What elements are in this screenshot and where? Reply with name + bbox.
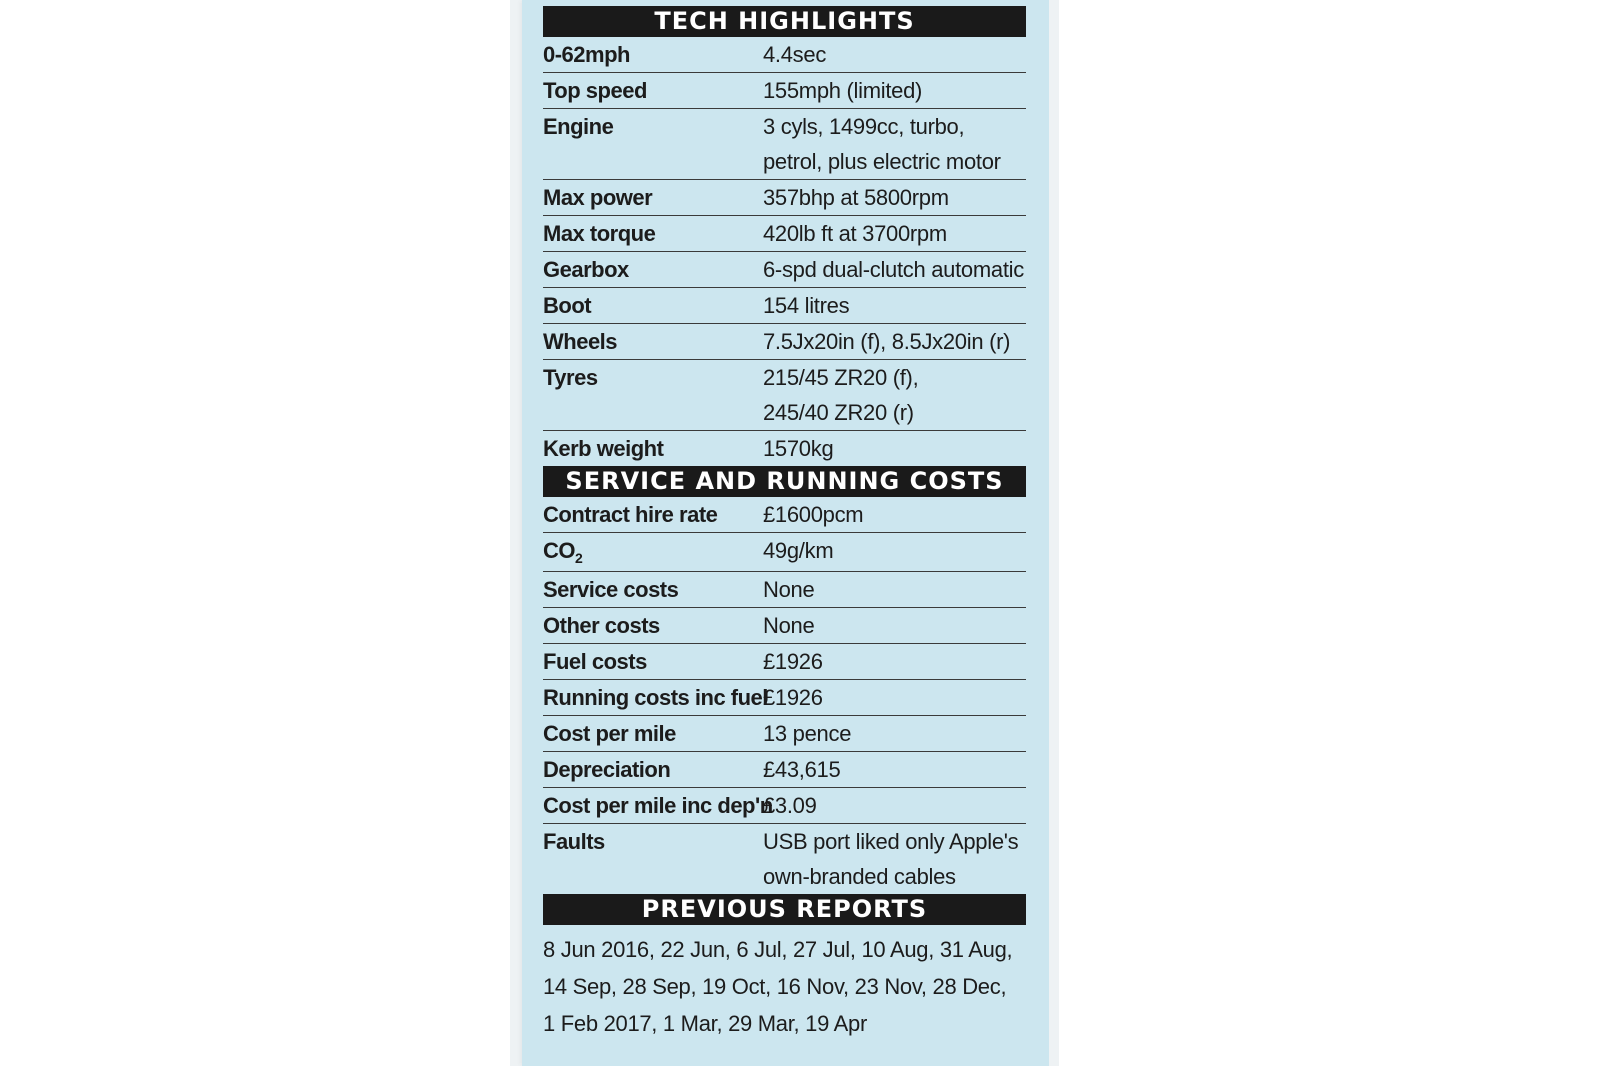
tech-highlight-label <box>543 37 763 72</box>
service-cost-value <box>763 533 1026 571</box>
tech-highlight-value-line: 154 litres <box>763 293 850 318</box>
service-cost-value-line: £1600pcm <box>763 502 864 527</box>
service-cost-label-text: Faults <box>543 829 605 854</box>
tech-highlight-label <box>543 180 763 215</box>
tech-highlight-label <box>543 360 763 430</box>
service-cost-value <box>763 824 1026 894</box>
tech-highlights-table <box>543 37 1026 466</box>
service-cost-label-text: Depreciation <box>543 757 671 782</box>
previous-report-line: 1 Feb 2017, 1 Mar, 29 Mar, 19 Apr <box>543 1011 867 1036</box>
service-cost-value-line: own-branded cables <box>763 864 956 889</box>
tech-highlight-value <box>763 324 1026 359</box>
tech-highlight-value-line: 357bhp at 5800rpm <box>763 185 949 210</box>
service-cost-label <box>543 572 763 607</box>
tech-highlight-label <box>543 216 763 251</box>
tech-highlight-row <box>543 180 1026 216</box>
tech-highlight-value-line: 4.4sec <box>763 42 827 67</box>
tech-highlight-value <box>763 180 1026 215</box>
tech-highlight-label-text: Top speed <box>543 78 647 103</box>
service-cost-value <box>763 608 1026 643</box>
service-cost-label-text: Contract hire rate <box>543 502 718 527</box>
tech-highlight-row <box>543 216 1026 252</box>
service-cost-label-text: Service costs <box>543 577 679 602</box>
service-cost-label <box>543 497 763 532</box>
tech-highlight-row <box>543 360 1026 431</box>
spec-content <box>543 6 1026 1042</box>
service-cost-value-line: 13 pence <box>763 721 852 746</box>
service-cost-row <box>543 824 1026 894</box>
service-cost-value <box>763 644 1026 679</box>
service-cost-label <box>543 788 773 823</box>
tech-highlight-value <box>763 360 1026 430</box>
tech-highlight-value-line: 155mph (limited) <box>763 78 923 103</box>
service-cost-value <box>763 497 1026 532</box>
service-cost-label-text: Running costs inc fuel <box>543 685 768 710</box>
service-cost-row <box>543 716 1026 752</box>
service-cost-label <box>543 608 763 643</box>
tech-highlight-value-line: 245/40 ZR20 (r) <box>763 400 914 425</box>
tech-highlight-label-text: 0-62mph <box>543 42 630 67</box>
service-cost-label <box>543 752 763 787</box>
panel-left-edge <box>510 0 522 1066</box>
tech-highlight-value <box>763 73 1026 108</box>
tech-highlight-value <box>763 216 1026 251</box>
service-cost-value-line: None <box>763 577 815 602</box>
previous-report-line: 14 Sep, 28 Sep, 19 Oct, 16 Nov, 23 Nov, 28 Dec, <box>543 974 1007 999</box>
service-cost-value-line: £1926 <box>763 649 823 674</box>
tech-highlight-value <box>763 288 1026 323</box>
service-cost-row <box>543 533 1026 572</box>
service-cost-label <box>543 824 763 894</box>
service-cost-label <box>543 680 768 715</box>
tech-highlight-row <box>543 252 1026 288</box>
panel-right-edge <box>1049 0 1059 1066</box>
tech-highlights-header: TECH HIGHLIGHTS <box>543 6 1026 37</box>
service-cost-label-text: Other costs <box>543 613 660 638</box>
tech-highlight-label <box>543 431 763 466</box>
tech-highlight-row <box>543 324 1026 360</box>
service-cost-value-line: £1926 <box>763 685 823 710</box>
tech-highlight-value-line: 3 cyls, 1499cc, turbo, <box>763 114 965 139</box>
tech-highlight-label-text: Max power <box>543 185 653 210</box>
service-cost-value <box>763 788 1026 823</box>
tech-highlight-label-text: Boot <box>543 293 592 318</box>
service-cost-row <box>543 497 1026 533</box>
service-cost-value-line: 49g/km <box>763 538 834 563</box>
tech-highlight-value <box>763 431 1026 466</box>
tech-highlight-label-text: Kerb weight <box>543 436 664 461</box>
service-cost-label <box>543 644 763 679</box>
previous-reports-list <box>543 931 1026 1042</box>
service-cost-row <box>543 680 1026 716</box>
tech-highlight-label <box>543 324 763 359</box>
service-cost-row <box>543 572 1026 608</box>
tech-highlight-row <box>543 431 1026 466</box>
service-cost-label-text: CO <box>543 538 575 563</box>
tech-highlight-value <box>763 109 1026 179</box>
tech-highlight-label-text: Gearbox <box>543 257 629 282</box>
service-cost-value <box>763 716 1026 751</box>
tech-highlight-value <box>763 37 1026 72</box>
service-cost-label-subscript: 2 <box>575 550 583 566</box>
tech-highlight-row <box>543 73 1026 109</box>
tech-highlight-value-line: 420lb ft at 3700rpm <box>763 221 947 246</box>
previous-report-line: 8 Jun 2016, 22 Jun, 6 Jul, 27 Jul, 10 Aug, 31 Aug, <box>543 937 1013 962</box>
service-cost-value-line: None <box>763 613 815 638</box>
tech-highlight-value-line: 6-spd dual-clutch automatic <box>763 257 1024 282</box>
tech-highlight-row <box>543 37 1026 73</box>
service-cost-row <box>543 752 1026 788</box>
tech-highlight-label-text: Tyres <box>543 365 598 390</box>
tech-highlight-value <box>763 252 1026 287</box>
service-cost-row <box>543 788 1026 824</box>
service-cost-label-text: Cost per mile <box>543 721 676 746</box>
tech-highlight-label-text: Max torque <box>543 221 656 246</box>
tech-highlight-label <box>543 73 763 108</box>
tech-highlight-label <box>543 109 763 179</box>
service-cost-label <box>543 533 763 571</box>
service-cost-label <box>543 716 763 751</box>
service-costs-header: SERVICE AND RUNNING COSTS <box>543 466 1026 497</box>
tech-highlight-label-text: Engine <box>543 114 614 139</box>
tech-highlight-value-line: 7.5Jx20in (f), 8.5Jx20in (r) <box>763 329 1011 354</box>
service-cost-row <box>543 608 1026 644</box>
service-costs-table <box>543 497 1026 894</box>
tech-highlight-value-line: 1570kg <box>763 436 834 461</box>
service-cost-value <box>763 680 1026 715</box>
tech-highlight-label <box>543 252 763 287</box>
service-cost-value-line: £3.09 <box>763 793 817 818</box>
service-cost-label-text: Fuel costs <box>543 649 647 674</box>
service-cost-label-text: Cost per mile inc dep'n <box>543 793 773 818</box>
service-cost-value-line: USB port liked only Apple's <box>763 829 1019 854</box>
previous-reports-header: PREVIOUS REPORTS <box>543 894 1026 925</box>
tech-highlight-value-line: petrol, plus electric motor <box>763 149 1001 174</box>
service-cost-value <box>763 572 1026 607</box>
tech-highlight-value-line: 215/45 ZR20 (f), <box>763 365 919 390</box>
tech-highlight-label <box>543 288 763 323</box>
tech-highlight-label-text: Wheels <box>543 329 618 354</box>
tech-highlight-row <box>543 288 1026 324</box>
service-cost-row <box>543 644 1026 680</box>
tech-highlight-row <box>543 109 1026 180</box>
service-cost-value <box>763 752 1026 787</box>
service-cost-value-line: £43,615 <box>763 757 841 782</box>
